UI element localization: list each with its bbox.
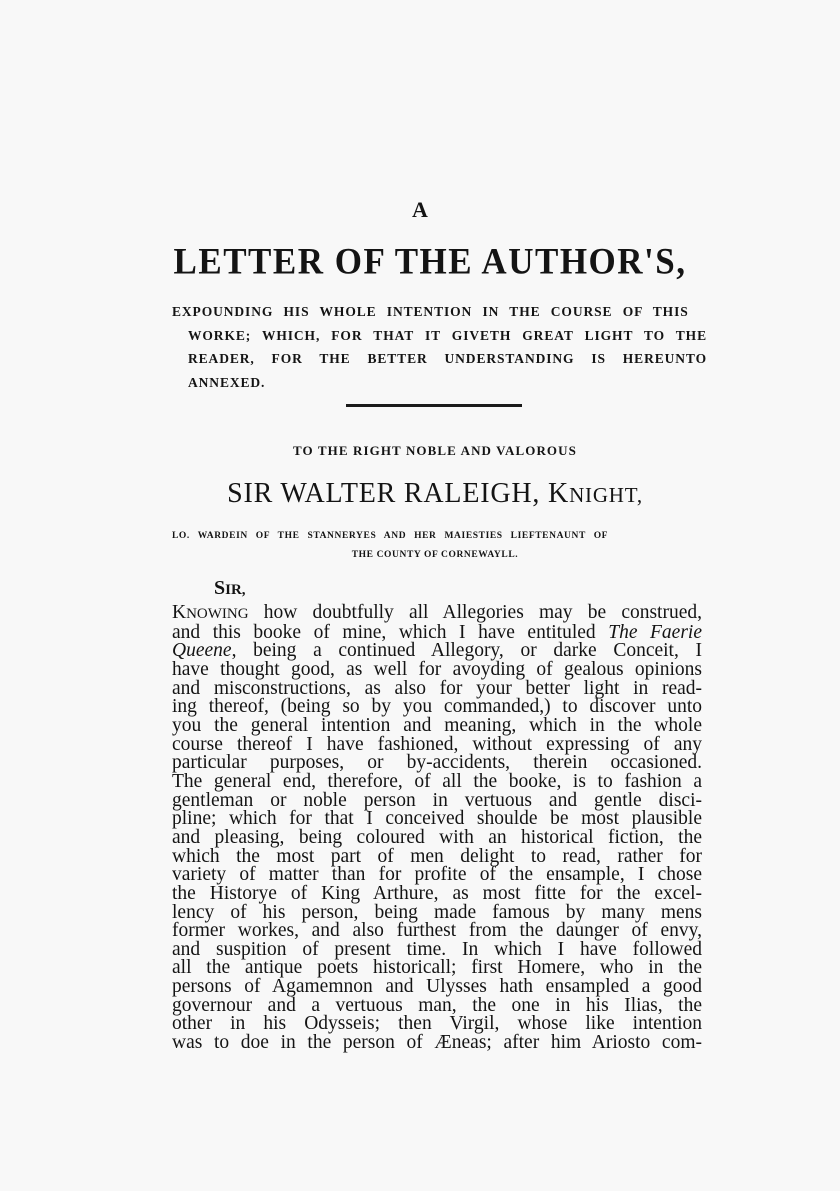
dedication-line: TO THE RIGHT NOBLE AND VALOROUS xyxy=(293,443,577,458)
body-line: which the most part of men delight to read, rather for xyxy=(172,845,702,867)
body-line: The general end, therefore, of all the booke, is to fashion a xyxy=(172,770,702,792)
body-line: and this booke of mine, which I have entituled The Faerie xyxy=(172,621,702,643)
addressee-name-text: SIR WALTER RALEIGH, xyxy=(227,478,541,509)
body-line: other in his Odysseis; then Virgil, whose like intention xyxy=(172,1013,702,1035)
body-line: pline; which for that I conceived shoulde be most plausible xyxy=(172,808,702,830)
body-line: and suspition of present time. In which I have followed xyxy=(172,938,702,960)
body-line: persons of Agamemnon and Ulysses hath ensampled a good xyxy=(172,976,702,998)
body-line: former workes, and also furthest from the daunger of envy, xyxy=(172,920,702,942)
subtitle xyxy=(172,300,707,394)
body-line: and pleasing, being coloured with an historical fiction, the xyxy=(172,826,702,848)
opening-word: KNOWING xyxy=(172,602,249,623)
subtitle-continuation: WORKE; WHICH, FOR THAT IT GIVETH GREAT LIGHT TO THE READER, FOR THE BETTER UNDERSTANDING IS HEREUNTO ANNEXED. xyxy=(188,327,707,390)
body-line: gentleman or noble person in vertuous and gentle disci- xyxy=(172,789,702,811)
body-line: particular purposes, or by-accidents, therein occasioned. xyxy=(172,752,702,774)
body-line: ing thereof, (being so by you commanded,) to discover unto xyxy=(172,696,702,718)
addressee-name xyxy=(0,478,840,510)
subtitle-line-1: EXPOUNDING HIS WHOLE INTENTION IN THE COURSE OF THIS xyxy=(172,304,689,319)
title-article: A xyxy=(412,197,428,222)
body-line: variety of matter than for profite of the ensample, I chose xyxy=(172,864,702,886)
addressee-title: KNIGHT, xyxy=(548,478,643,509)
body-line: and misconstructions, as also for your better light in read- xyxy=(172,677,702,699)
body-line: course thereof I have fashioned, without expressing of any xyxy=(172,733,702,755)
page-title: LETTER OF THE AUTHOR'S, xyxy=(173,241,687,282)
salutation: SIR, xyxy=(214,577,246,599)
body-line: KNOWING how doubtfully all Allegories may be construed, xyxy=(172,602,702,623)
body-line: have thought good, as well for avoyding of gealous opinions xyxy=(172,658,702,680)
addressee-offices-line-1: LO. WARDEIN OF THE STANNERYES AND HER MAIESTIES LIEFTENAUNT OF xyxy=(172,531,609,541)
body-line: was to doe in the person of Æneas; after him Ariosto com- xyxy=(172,1032,702,1054)
body-line: the Historye of King Arthure, as most fitte for the excel- xyxy=(172,882,702,904)
body-line: lency of his person, being made famous by many mens xyxy=(172,901,702,923)
body-line: Queene, being a continued Allegory, or darke Conceit, I xyxy=(172,640,702,662)
letter-body xyxy=(172,604,702,1053)
divider-rule xyxy=(346,404,522,407)
body-line: governour and a vertuous man, the one in his Ilias, the xyxy=(172,994,702,1016)
body-line: all the antique poets historicall; first Homere, who in the xyxy=(172,957,702,979)
body-line: you the general intention and meaning, which in the whole xyxy=(172,714,702,736)
addressee-offices-line-2: THE COUNTY OF CORNEWAYLL. xyxy=(351,550,519,560)
